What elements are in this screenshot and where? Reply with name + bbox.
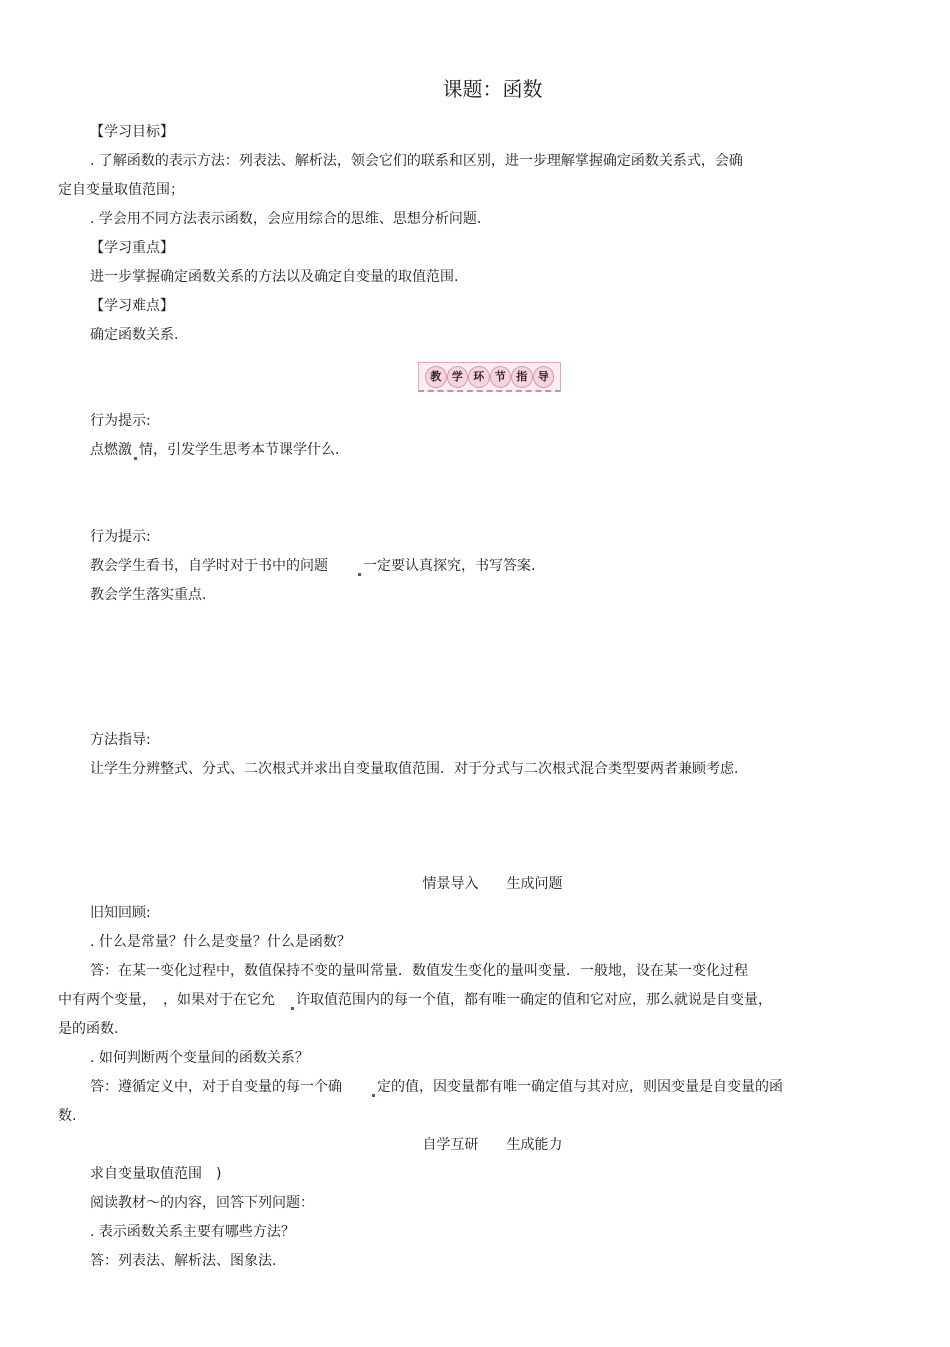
page-title: 课题：函数 [442,77,543,101]
teaching-guide-banner [418,362,561,392]
question-1: . 什么是常量？什么是变量？什么是函数？ [90,934,351,950]
answer-2-part-b: 定的值，因变量都有唯一确定值与其对应，则因变量是自变量的函 [377,1079,783,1095]
question-3: . 表示函数关系主要有哪些方法？ [90,1224,295,1240]
reading-instruction: 阅读教材～的内容，回答下列问题： [90,1195,314,1211]
question-2: . 如何判断两个变量间的函数关系？ [90,1050,309,1066]
banner-char: 节 [490,366,512,388]
banner-char: 导 [533,366,555,388]
hint-1-part-b: 情，引发学生思考本节课学什么. [139,442,340,458]
answer-2-line-2: 数. [58,1108,77,1124]
answer-1-line-2 [58,990,772,1010]
hint-2-part-b: 一定要认真探究，书写答案. [363,558,536,574]
behavior-hint-2-text [90,556,535,576]
objective-1-line-1: . 了解函数的表示方法：列表法、解析法，领会它们的联系和区别，进一步理解掌握确定函数关系式，会确 [90,153,743,169]
banner-char: 指 [511,366,533,388]
mark-dot [358,573,361,576]
banner-char: 教 [425,366,447,388]
subtopic-1: 求自变量取值范围 ) [90,1166,222,1182]
mark-dot [134,457,137,460]
key-points-heading: 【学习重点】 [90,240,174,256]
section-1-title: 情景导入 生成问题 [422,876,563,892]
mark-dot [372,1094,375,1097]
hint-1-part-a: 点燃激 [90,442,132,458]
mark-dot [291,1007,294,1010]
banner-char: 环 [468,366,490,388]
objective-1-line-2: 定自变量取值范围； [58,182,184,198]
objective-2: . 学会用不同方法表示函数，会应用综合的思维、思想分析问题. [90,211,482,227]
method-guide-text: 让学生分辨整式、分式、二次根式并求出自变量取值范围．对于分式与二次根式混合类型要两者兼顾考虑. [90,761,739,777]
banner-char: 学 [447,366,469,388]
section-2-title: 自学互研 生成能力 [422,1137,563,1153]
answer-1-part-a: 中有两个变量， ，如果对于在它允 [58,992,275,1008]
objectives-heading: 【学习目标】 [90,124,174,140]
answer-1-part-b: 许取值范围内的每一个值，都有唯一确定的值和它对应，那么就说是自变量， [296,992,772,1008]
answer-1-line-3: 是的函数. [58,1021,119,1037]
answer-2-part-a: 答：遵循定义中，对于自变量的每一个确 [90,1079,342,1095]
behavior-hint-1-text [90,440,339,460]
behavior-hint-2-extra: 教会学生落实重点. [90,587,207,603]
behavior-hint-1-label: 行为提示: [90,413,151,429]
answer-3: 答：列表法、解析法、图象法. [90,1253,277,1269]
behavior-hint-2-label: 行为提示: [90,529,151,545]
review-label: 旧知回顾: [90,905,151,921]
key-points-text: 进一步掌握确定函数关系的方法以及确定自变量的取值范围. [90,269,459,285]
difficulty-text: 确定函数关系. [90,327,179,343]
answer-2-line-1 [90,1077,783,1097]
hint-2-part-a: 教会学生看书，自学时对于书中的问题 [90,558,328,574]
answer-1-line-1: 答：在某一变化过程中，数值保持不变的量叫常量．数值发生变化的量叫变量．一般地，设在某一变化过程 [90,963,748,979]
difficulty-heading: 【学习难点】 [90,298,174,314]
method-guide-label: 方法指导: [90,732,151,748]
